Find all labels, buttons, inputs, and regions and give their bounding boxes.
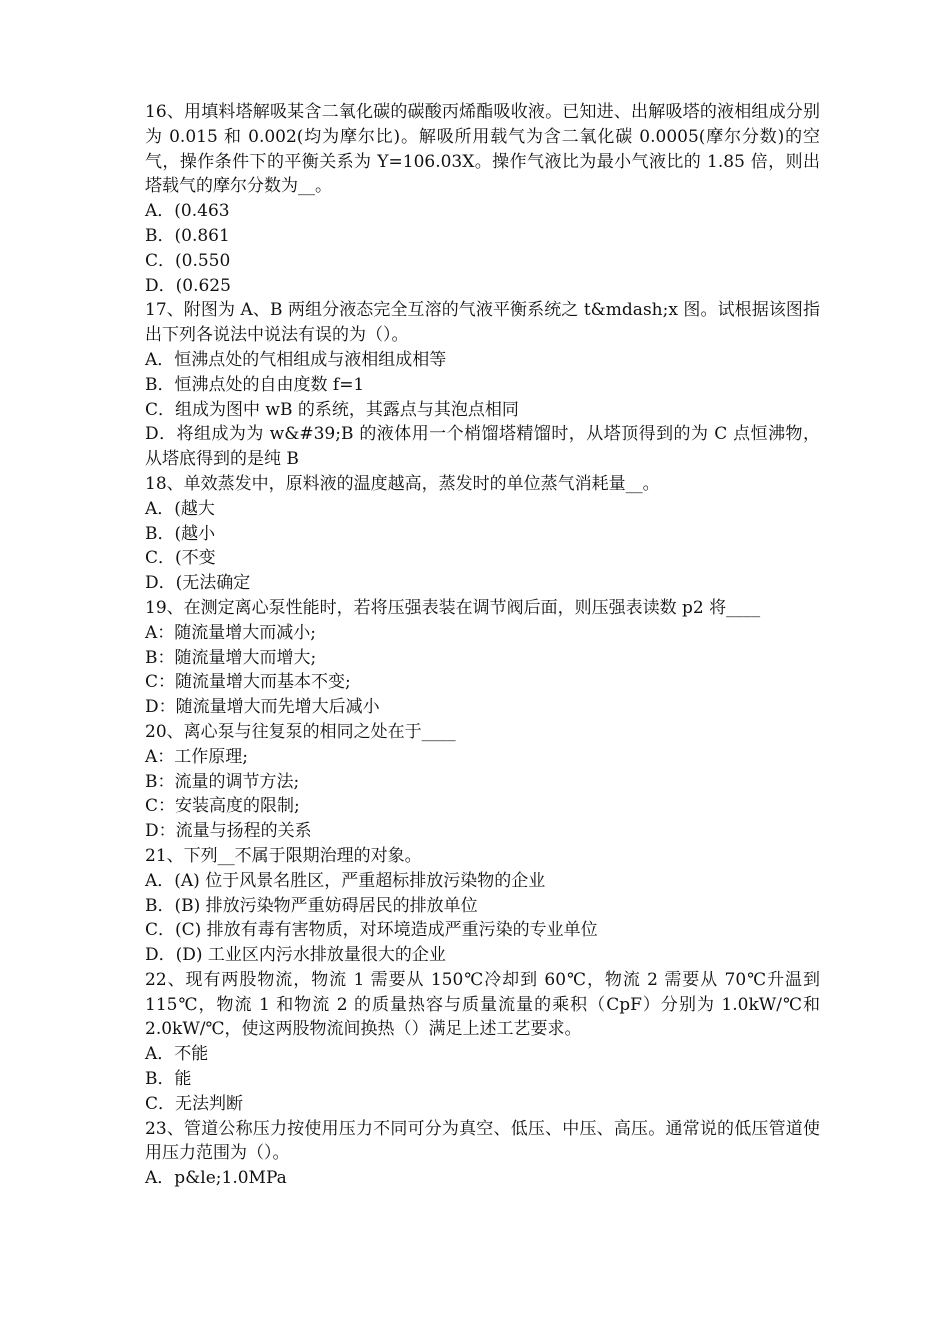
option-d: D：随流量增大而先增大后减小 — [145, 697, 380, 718]
question-16 — [145, 100, 820, 298]
question-text: 19、在测定离心泵性能时，若将压强表装在调节阀后面，则压强表读数 p2 将____ — [145, 597, 761, 618]
option-c: C：随流量增大而基本不变; — [145, 672, 351, 693]
question-text: 17、附图为 A、B 两组分液态完全互溶的气液平衡系统之 t&mdash;x 图。试根据该图指出下列各说法中说法有误的为（）。 — [145, 300, 820, 346]
option-a: A．p&le;1.0MPa — [145, 1168, 287, 1189]
option-a: A．(A) 位于风景名胜区，严重超标排放污染物的企业 — [145, 870, 546, 891]
option-d: D．(D) 工业区内污水排放量很大的企业 — [145, 945, 446, 966]
option-b: B．(B) 排放污染物严重妨碍居民的排放单位 — [145, 895, 478, 916]
option-c: C．(0.550 — [145, 250, 231, 271]
question-text: 16、用填料塔解吸某含二氧化碳的碳酸丙烯酯吸收液。已知进、出解吸塔的液相组成分别为 0.015 和 0.002(均为摩尔比)。解吸所用载气为含二氧化碳 0.0005(摩尔分数)的空气，操作条件下的平衡关系为 Y=106.03X。操作气液比为最小气液比的 1.85 倍，则出塔载气的摩尔分数为__。 — [145, 102, 820, 197]
question-23 — [145, 1117, 820, 1191]
option-b: B．(越小 — [145, 523, 216, 544]
option-c: C．(C) 排放有毒有害物质，对环境造成严重污染的专业单位 — [145, 920, 598, 941]
option-d: D．将组成为为 w&#39;B 的液体用一个梢馏塔精馏时，从塔顶得到的为 C 点恒沸物，从塔底得到的是纯 B — [145, 424, 820, 470]
option-b: B．恒沸点处的自由度数 f=1 — [145, 374, 365, 395]
option-a: A：工作原理; — [145, 746, 249, 767]
option-a: A．恒沸点处的气相组成与液相组成相等 — [145, 349, 447, 370]
option-a: A：随流量增大而减小; — [145, 622, 317, 643]
option-d: D：流量与扬程的关系 — [145, 821, 312, 842]
option-c: C．(不变 — [145, 548, 216, 569]
option-d: D．(无法确定 — [145, 573, 251, 594]
option-b: B：流量的调节方法; — [145, 771, 300, 792]
option-b: B．(0.861 — [145, 225, 230, 246]
option-c: C．组成为图中 wB 的系统，其露点与其泡点相同 — [145, 399, 519, 420]
question-17 — [145, 298, 820, 472]
option-b: B．能 — [145, 1069, 192, 1090]
option-c: C．无法判断 — [145, 1093, 244, 1114]
question-19 — [145, 596, 820, 720]
question-list — [145, 100, 820, 1191]
question-20 — [145, 720, 820, 844]
question-text: 23、管道公称压力按使用压力不同可分为真空、低压、中压、高压。通常说的低压管道使用压力范围为（）。 — [145, 1118, 820, 1164]
option-a: A．不能 — [145, 1044, 209, 1065]
question-text: 21、下列__不属于限期治理的对象。 — [145, 845, 422, 866]
question-22 — [145, 968, 820, 1117]
question-text: 20、离心泵与往复泵的相同之处在于____ — [145, 721, 456, 742]
option-d: D．(0.625 — [145, 275, 231, 296]
option-c: C：安装高度的限制; — [145, 796, 300, 817]
option-a: A．(越大 — [145, 498, 215, 519]
question-18 — [145, 472, 820, 596]
option-b: B：随流量增大而增大; — [145, 647, 317, 668]
option-a: A．(0.463 — [145, 201, 230, 222]
question-text: 18、单效蒸发中，原料液的温度越高，蒸发时的单位蒸气消耗量__。 — [145, 473, 660, 494]
question-21 — [145, 844, 820, 968]
question-text: 22、现有两股物流，物流 1 需要从 150℃冷却到 60℃，物流 2 需要从 70℃升温到 115℃，物流 1 和物流 2 的质量热容与质量流量的乘积（CpF）分别为 1.0kW/℃和 2.0kW/℃，使这两股物流间换热（）满足上述工艺要求。 — [145, 969, 820, 1040]
